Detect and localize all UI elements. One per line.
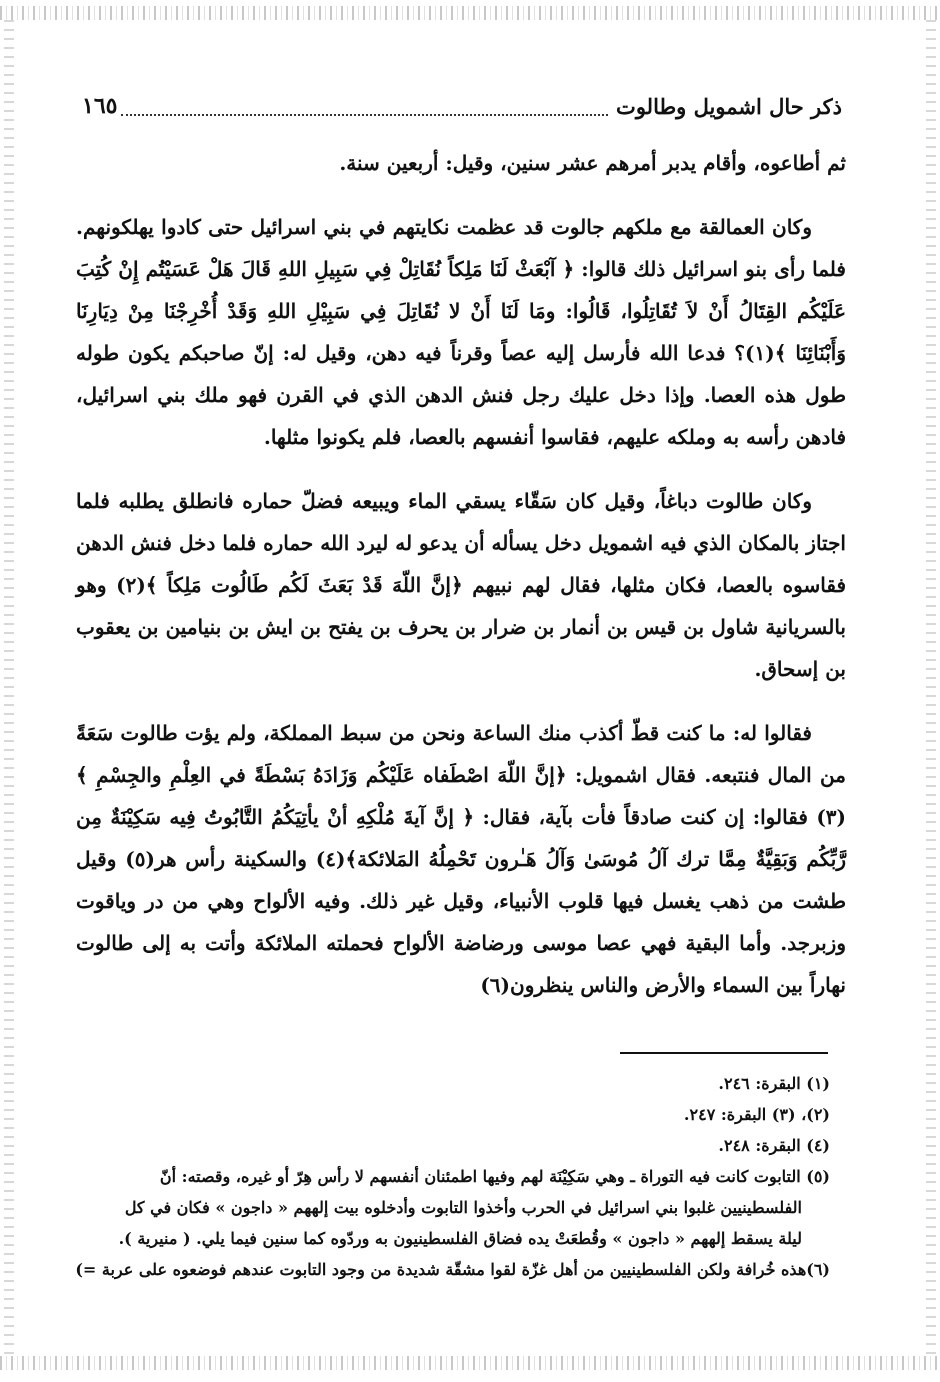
left-scan-edge — [4, 20, 14, 1356]
paragraph: فقالوا له: ما كنت قطّ أكذب منك الساعة ونحن من سبط المملكة، ولم يؤت طالوت سَعَةً من المال فنتبعه. فقال اشمويل: ﴿إنَّ اللّهَ اصْطَفاه عَلَيْكُم وَزَادَهُ بَسْطَةً في العِلْمِ والجِسْمِ ﴾(٣) فقالوا: إن كنت صادقاً فأت بآية، فقال: ﴿ إنَّ آيةَ مُلْكِهِ أنْ يأتِيَكُمُ التَّابُوتُ فِيه سَكِيْنَةٌ مِن رَّبِّكُم وَبَقِيَّةٌ مِمَّا ترك آلُ مُوسَىٰ وَآلُ هَـٰرون تَحْمِلُهُ المَلائكة﴾(٤) والسكينة رأس هر(٥) وقيل طشت من ذهب يغسل فيها قلوب الأنبياء، وقيل غير ذلك. وفيه الألواح وهي من در وياقوت وزبرجد. وأما البقية فهي عصا موسى ورضاضة الألواح فحملته الملائكة وأتت به إلى طالوت نهاراً بين السماء والأرض والناس ينظرون(٦) — [76, 721, 846, 997]
top-border-ornament — [0, 6, 940, 20]
footnotes — [60, 1068, 830, 1285]
header-leader-dots — [121, 96, 608, 116]
right-scan-edge — [926, 20, 936, 1356]
running-title: ذكر حال اشمويل وطالوت — [616, 93, 842, 119]
page-header — [82, 86, 842, 126]
footnote: (٢)، (٣) البقرة: ٢٤٧. — [683, 1105, 830, 1124]
footnote-separator — [620, 1052, 828, 1054]
paragraph: وكان العمالقة مع ملكهم جالوت قد عظمت نكايتهم في بني اسرائيل حتى كادوا يهلكونهم. فلما رأى بنو اسرائيل ذلك قالوا: ﴿ آبْعَثْ لَنَا مَلِكاً نُقَاتِلْ فِي سَبِيلِ اللهِ قَالَ هَلْ عَسَيْتُم إِنْ كُتِبَ عَلَيْكُم القِتَالُ أَنْ لاَ تُقَاتِلُوا، قَالُوا: ومَا لَنَا أَنْ لا نُقَاتِلَ فِي سَبِيْلِ اللهِ وَقَدْ أُخْرِجْنَا مِنْ دِيَارِنَا وَأَبْنَائِنَا ﴾(١)؟ فدعا الله فأرسل إليه عصاً وقرناً فيه دهن، وقيل له: إنّ صاحبكم يكون طوله طول هذه العصا. وإذا دخل عليك رجل فنش الدهن الذي في القرن فهو ملك بني اسرائيل، فادهن رأسه به وملكه عليهم، فقاسوا أنفسهم بالعصا، فلم يكونوا مثلها. — [76, 215, 847, 449]
footnote: (١) البقرة: ٢٤٦. — [718, 1074, 830, 1093]
bottom-border-ornament — [0, 1356, 940, 1370]
footnote-continuation: ليلة يسقط إلههم « داجون » وقُطعَتْ يده فضاق الفلسطينيون به وردّوه كما سنين فيما يلي. ( منيرية ). — [118, 1229, 802, 1248]
footnote: (٦)هذه خُرافة ولكن الفلسطينيين من أهل غزّة لقوا مشقّة شديدة من وجود التابوت عندهم فوضعوه على عربة =) — [75, 1260, 830, 1279]
paragraph: وكان طالوت دباغاً، وقيل كان سَقّاء يسقي الماء ويبيعه فضلّ حماره فانطلق يطلبه فلما اجتاز بالمكان الذي فيه اشمويل دخل يسأله أن يدعو له ليرد الله حماره فلما دخل فنش الدهن فقاسوه بالعصا، فكان مثلها، فقال لهم نبيهم ﴿إنَّ اللّهَ قَدْ بَعَثَ لَكُم طَالُوت مَلِكاً ﴾(٢) وهو بالسريانية شاول بن قيس بن أنمار بن ضرار بن يحرف بن يفتح بن ايش بن بنيامين بن يعقوب بن إسحاق. — [76, 489, 847, 681]
main-text — [76, 142, 846, 1028]
paragraph: ثم أطاعوه، وأقام يدبر أمرهم عشر سنين، وقيل: أربعين سنة. — [339, 151, 846, 175]
page-number: ١٦٥ — [82, 93, 118, 119]
footnote: (٥) التابوت كانت فيه التوراة ـ وهي سَكِيْنَة لهم وفيها اطمئنان أنفسهم لا رأس هِرّ أو غيره، وقصته: أنّ — [159, 1167, 830, 1186]
footnote-continuation: الفلسطينيين غلبوا بني اسرائيل في الحرب وأخذوا التابوت وأدخلوه بيت إلههم « داجون » فكان في كل — [124, 1198, 802, 1217]
footnote: (٤) البقرة: ٢٤٨. — [718, 1136, 830, 1155]
